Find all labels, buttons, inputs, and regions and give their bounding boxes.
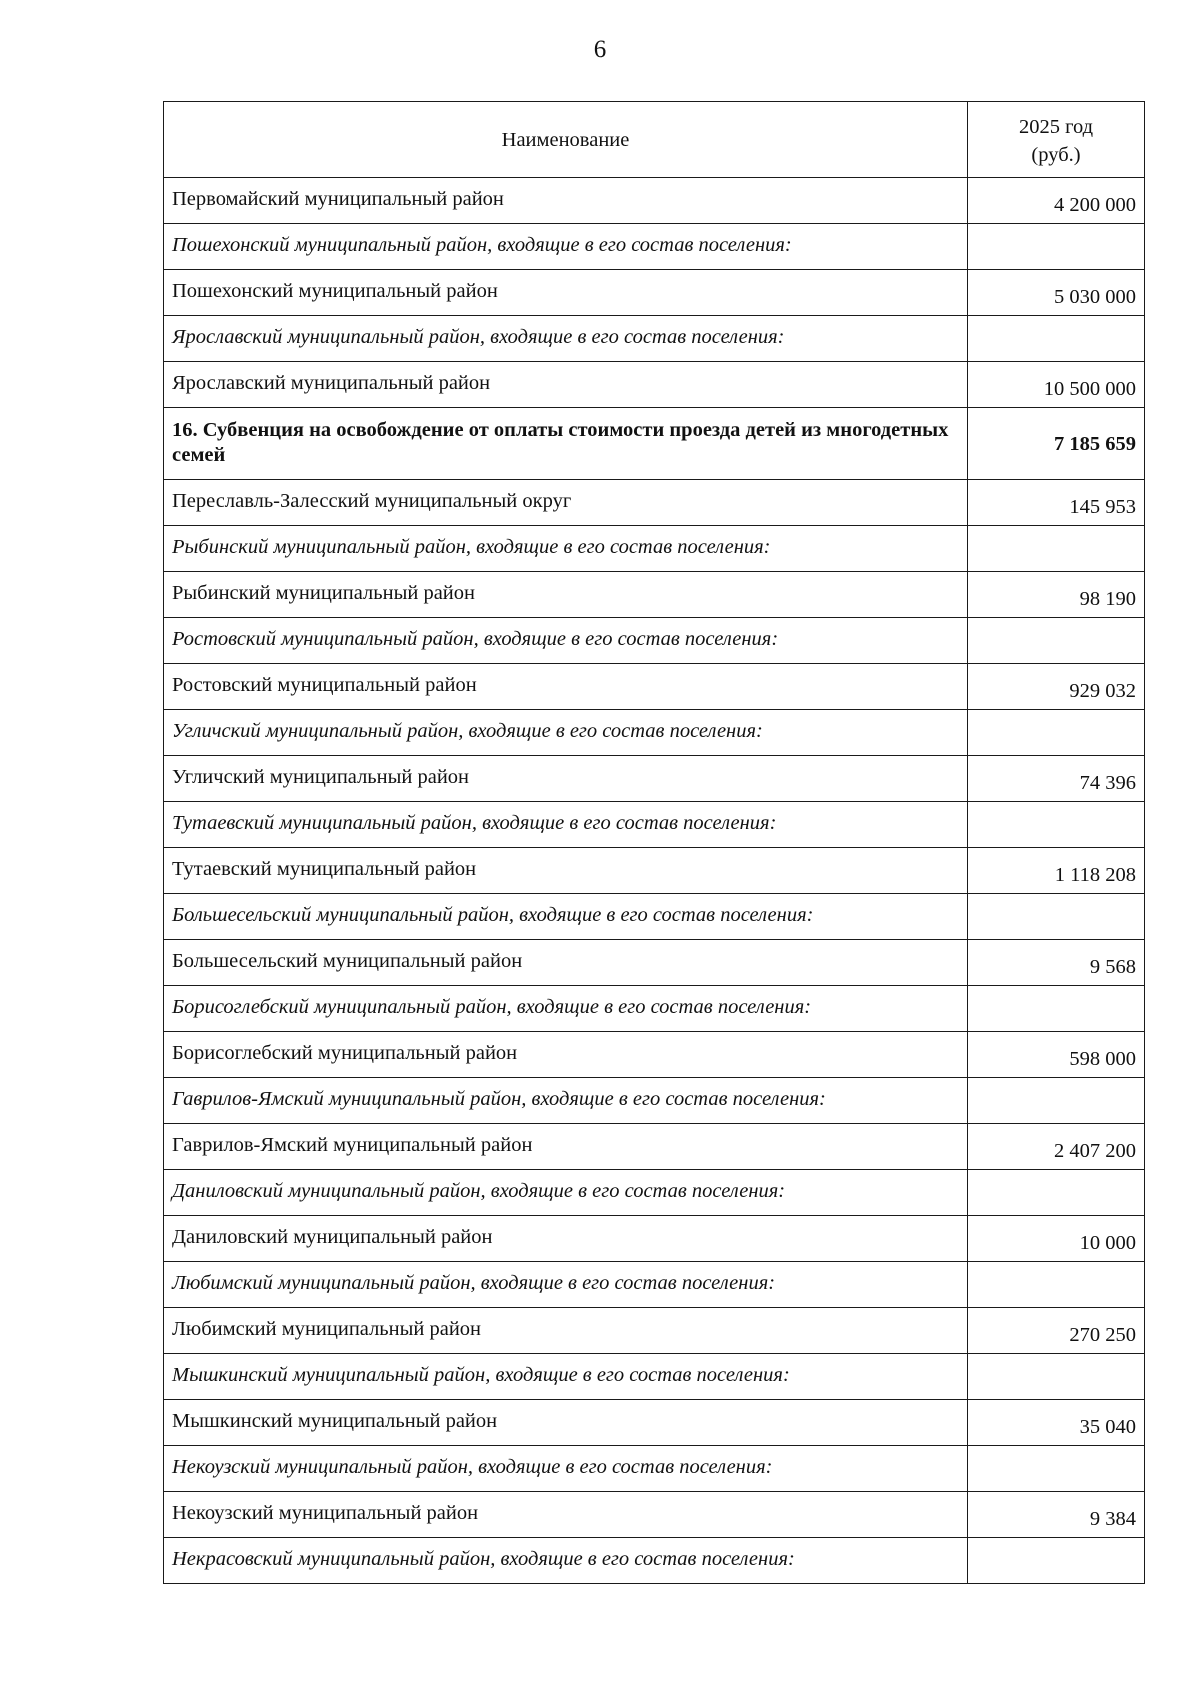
- table-subheading-row: [164, 526, 1145, 572]
- table-body: [164, 178, 1145, 1584]
- table-row: [164, 1124, 1145, 1170]
- cell-name: Ярославский муниципальный район: [164, 362, 968, 408]
- table-row: [164, 1492, 1145, 1538]
- header-row: [164, 102, 1145, 178]
- cell-name: Тутаевский муниципальный район: [164, 848, 968, 894]
- cell-name: Пошехонский муниципальный район: [164, 270, 968, 316]
- cell-name: 16. Субвенция на освобождение от оплаты стоимости проезда детей из многодетных семей: [164, 408, 968, 480]
- cell-name: Рыбинский муниципальный район, входящие в его состав поселения:: [164, 526, 968, 572]
- table-section-row: [164, 408, 1145, 480]
- table-subheading-row: [164, 1078, 1145, 1124]
- cell-amount: [968, 710, 1145, 756]
- cell-name: Рыбинский муниципальный район: [164, 572, 968, 618]
- cell-amount: [968, 618, 1145, 664]
- cell-name: Ярославский муниципальный район, входящие в его состав поселения:: [164, 316, 968, 362]
- cell-name: Угличский муниципальный район, входящие в его состав поселения:: [164, 710, 968, 756]
- column-header-amount: 2025 год (руб.): [968, 102, 1145, 178]
- cell-amount: 4 200 000: [968, 178, 1145, 224]
- cell-amount: 5 030 000: [968, 270, 1145, 316]
- cell-amount: [968, 1170, 1145, 1216]
- cell-name: Гаврилов-Ямский муниципальный район, входящие в его состав поселения:: [164, 1078, 968, 1124]
- cell-amount: [968, 802, 1145, 848]
- table-subheading-row: [164, 1446, 1145, 1492]
- cell-name: Тутаевский муниципальный район, входящие в его состав поселения:: [164, 802, 968, 848]
- cell-amount: [968, 1078, 1145, 1124]
- cell-amount: 74 396: [968, 756, 1145, 802]
- cell-name: Ростовский муниципальный район: [164, 664, 968, 710]
- cell-name: Большесельский муниципальный район: [164, 940, 968, 986]
- table-row: [164, 1032, 1145, 1078]
- cell-name: Переславль-Залесский муниципальный округ: [164, 480, 968, 526]
- table-subheading-row: [164, 224, 1145, 270]
- table-row: [164, 572, 1145, 618]
- cell-amount: 9 568: [968, 940, 1145, 986]
- cell-amount: [968, 224, 1145, 270]
- cell-name: Борисоглебский муниципальный район: [164, 1032, 968, 1078]
- table-row: [164, 1216, 1145, 1262]
- table-row: [164, 664, 1145, 710]
- table-subheading-row: [164, 986, 1145, 1032]
- table-row: [164, 756, 1145, 802]
- cell-amount: [968, 1354, 1145, 1400]
- cell-name: Гаврилов-Ямский муниципальный район: [164, 1124, 968, 1170]
- page-number: 6: [593, 36, 607, 63]
- cell-name: Мышкинский муниципальный район: [164, 1400, 968, 1446]
- cell-amount: 270 250: [968, 1308, 1145, 1354]
- table-subheading-row: [164, 710, 1145, 756]
- cell-amount: [968, 1446, 1145, 1492]
- cell-amount: [968, 894, 1145, 940]
- table-header: [164, 102, 1145, 178]
- cell-name: Угличский муниципальный район: [164, 756, 968, 802]
- cell-amount: 35 040: [968, 1400, 1145, 1446]
- budget-table: [163, 101, 1145, 1584]
- table-subheading-row: [164, 1354, 1145, 1400]
- table-subheading-row: [164, 1262, 1145, 1308]
- table-subheading-row: [164, 618, 1145, 664]
- table-row: [164, 848, 1145, 894]
- cell-name: Даниловский муниципальный район: [164, 1216, 968, 1262]
- table-subheading-row: [164, 1170, 1145, 1216]
- column-header-name: Наименование: [164, 102, 968, 178]
- cell-name: Большесельский муниципальный район, входящие в его состав поселения:: [164, 894, 968, 940]
- cell-name: Даниловский муниципальный район, входящие в его состав поселения:: [164, 1170, 968, 1216]
- table-subheading-row: [164, 316, 1145, 362]
- cell-name: Некоузский муниципальный район, входящие в его состав поселения:: [164, 1446, 968, 1492]
- cell-amount: 98 190: [968, 572, 1145, 618]
- cell-amount: 1 118 208: [968, 848, 1145, 894]
- cell-amount: 9 384: [968, 1492, 1145, 1538]
- table-row: [164, 480, 1145, 526]
- cell-amount: 929 032: [968, 664, 1145, 710]
- cell-amount: [968, 1538, 1145, 1584]
- table-row: [164, 362, 1145, 408]
- cell-amount: 145 953: [968, 480, 1145, 526]
- cell-name: Первомайский муниципальный район: [164, 178, 968, 224]
- cell-amount: [968, 526, 1145, 572]
- cell-amount: 10 000: [968, 1216, 1145, 1262]
- table-row: [164, 270, 1145, 316]
- table-row: [164, 178, 1145, 224]
- cell-amount: 2 407 200: [968, 1124, 1145, 1170]
- table-row: [164, 1308, 1145, 1354]
- cell-name: Некоузский муниципальный район: [164, 1492, 968, 1538]
- cell-amount: [968, 986, 1145, 1032]
- cell-name: Пошехонский муниципальный район, входящие в его состав поселения:: [164, 224, 968, 270]
- cell-name: Ростовский муниципальный район, входящие в его состав поселения:: [164, 618, 968, 664]
- cell-name: Любимский муниципальный район: [164, 1308, 968, 1354]
- cell-amount: [968, 1262, 1145, 1308]
- table-row: [164, 1400, 1145, 1446]
- table-subheading-row: [164, 802, 1145, 848]
- cell-amount: 10 500 000: [968, 362, 1145, 408]
- cell-name: Борисоглебский муниципальный район, входящие в его состав поселения:: [164, 986, 968, 1032]
- cell-name: Некрасовский муниципальный район, входящие в его состав поселения:: [164, 1538, 968, 1584]
- cell-name: Любимский муниципальный район, входящие в его состав поселения:: [164, 1262, 968, 1308]
- cell-name: Мышкинский муниципальный район, входящие в его состав поселения:: [164, 1354, 968, 1400]
- cell-amount: [968, 316, 1145, 362]
- cell-amount: 598 000: [968, 1032, 1145, 1078]
- table-subheading-row: [164, 894, 1145, 940]
- table-row: [164, 940, 1145, 986]
- table-subheading-row: [164, 1538, 1145, 1584]
- cell-amount: 7 185 659: [968, 408, 1145, 480]
